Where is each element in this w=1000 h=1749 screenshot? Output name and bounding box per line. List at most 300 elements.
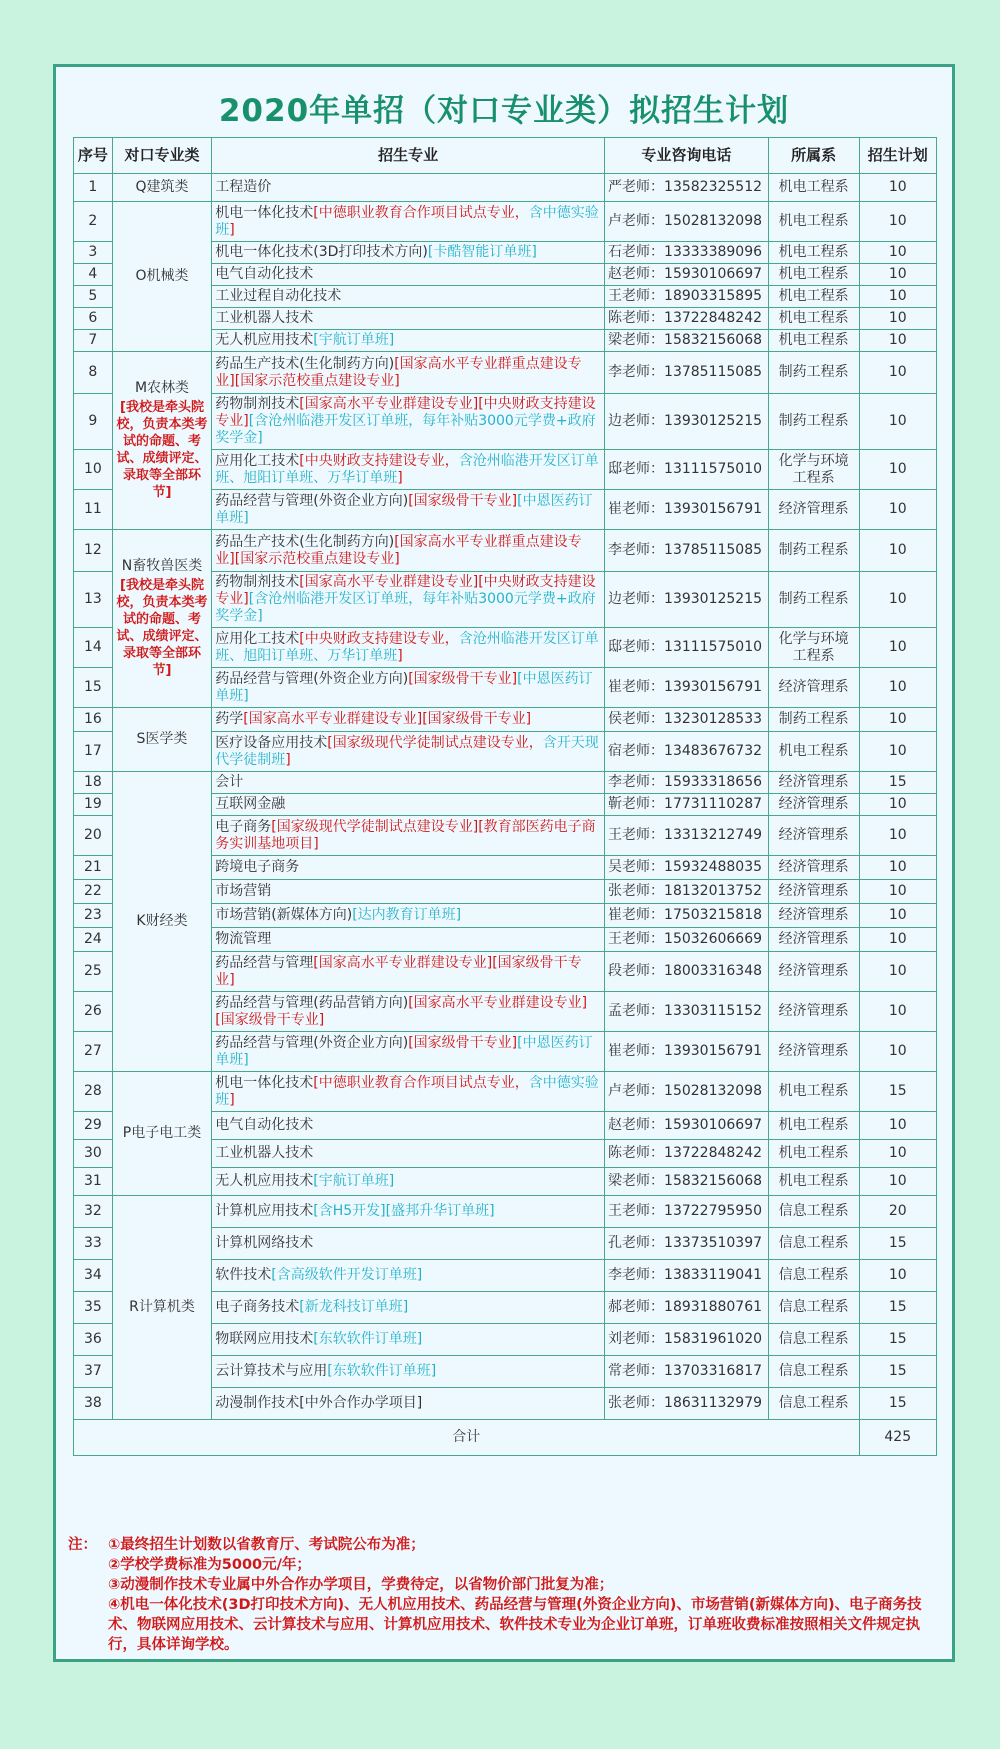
- row-number: 9: [74, 394, 113, 450]
- category-name: N畜牧兽医类: [121, 558, 203, 574]
- table-row: [74, 202, 937, 242]
- department-cell: 信息工程系: [768, 1356, 859, 1388]
- major-cell: [212, 992, 605, 1032]
- row-number: 5: [74, 286, 113, 308]
- phone-cell: 王老师：15032606669: [605, 928, 769, 952]
- major-text-segment: 应用化工技术: [215, 630, 300, 647]
- category-cell: [112, 772, 212, 1072]
- department-cell: 信息工程系: [768, 1196, 859, 1228]
- department-cell: 机电工程系: [768, 286, 859, 308]
- major-text-segment: 药品生产技术(生化制药方向): [215, 533, 395, 550]
- major-cell: [212, 668, 605, 708]
- major-text-segment: [国家高水平专业群建设专业][国家级骨干专业]: [243, 711, 532, 727]
- major-cell: [212, 1032, 605, 1072]
- major-cell: [212, 732, 605, 772]
- phone-cell: 靳老师：17731110287: [605, 794, 769, 816]
- department-cell: 机电工程系: [768, 732, 859, 772]
- plan-cell: 10: [859, 732, 937, 772]
- total-value: 425: [859, 1420, 937, 1456]
- major-text-segment: [达内教育订单班]: [352, 907, 462, 923]
- department-cell: 机电工程系: [768, 202, 859, 242]
- major-text-segment: [含沧州临港开发区订单班，每年补贴3000元学费+政府奖学金]: [215, 413, 596, 446]
- major-cell: [212, 242, 605, 264]
- phone-cell: 边老师：13930125215: [605, 394, 769, 450]
- phone-cell: 李老师：15933318656: [605, 772, 769, 794]
- plan-cell: 10: [859, 628, 937, 668]
- plan-cell: 10: [859, 450, 937, 490]
- phone-cell: 张老师：18631132979: [605, 1388, 769, 1420]
- phone-cell: 梁老师：15832156068: [605, 330, 769, 352]
- major-text-segment: [宇航订单班]: [313, 1173, 395, 1189]
- row-number: 7: [74, 330, 113, 352]
- department-cell: 经济管理系: [768, 1032, 859, 1072]
- table-row: [74, 530, 937, 572]
- major-cell: [212, 1196, 605, 1228]
- major-text-segment: [含H5开发][盛邦升华订单班]: [313, 1203, 495, 1219]
- major-text-segment: 互联网金融: [215, 796, 286, 812]
- major-text-segment: [国家高水平专业群建设专业][中央财政支持建设专业]: [215, 396, 596, 429]
- major-text-segment: [国家高水平专业群建设专业][国家级骨干专业]: [215, 954, 582, 988]
- row-number: 17: [74, 732, 113, 772]
- plan-cell: 10: [859, 352, 937, 394]
- department-cell: 信息工程系: [768, 1260, 859, 1292]
- total-row: [74, 1420, 937, 1456]
- major-text-segment: 计算机应用技术: [215, 1203, 314, 1219]
- row-number: 15: [74, 668, 113, 708]
- phone-cell: 崔老师：13930156791: [605, 490, 769, 530]
- header-no: 序号: [74, 138, 113, 174]
- phone-cell: 常老师：13703316817: [605, 1356, 769, 1388]
- major-cell: [212, 450, 605, 490]
- table-body: [74, 174, 937, 1420]
- major-text-segment: 电气自动化技术: [215, 266, 314, 282]
- department-cell: 信息工程系: [768, 1292, 859, 1324]
- department-cell: 化学与环境工程系: [768, 628, 859, 668]
- table-row: [74, 708, 937, 732]
- phone-cell: 邸老师：13111575010: [605, 450, 769, 490]
- phone-cell: 侯老师：13230128533: [605, 708, 769, 732]
- major-cell: [212, 330, 605, 352]
- major-text-segment: [中央财政支持建设专业，: [299, 452, 459, 469]
- major-text-segment: [中恩医药订单班]: [215, 1034, 593, 1068]
- major-text-segment: [中德职业教育合作项目试点专业，: [313, 204, 529, 221]
- row-number: 20: [74, 816, 113, 856]
- header-plan: 招生计划: [859, 138, 937, 174]
- plan-cell: 10: [859, 668, 937, 708]
- major-text-segment: 机电一体化技术: [215, 204, 314, 221]
- row-number: 31: [74, 1168, 113, 1196]
- plan-cell: 10: [859, 330, 937, 352]
- major-text-segment: [中恩医药订单班]: [215, 670, 593, 704]
- category-cell: [112, 202, 212, 352]
- row-number: 24: [74, 928, 113, 952]
- department-cell: 机电工程系: [768, 1112, 859, 1140]
- row-number: 12: [74, 530, 113, 572]
- phone-cell: 段老师：18003316348: [605, 952, 769, 992]
- department-cell: 制药工程系: [768, 530, 859, 572]
- row-number: 18: [74, 772, 113, 794]
- plan-cell: 10: [859, 286, 937, 308]
- plan-cell: 10: [859, 490, 937, 530]
- major-text-segment: 含中德实验班: [215, 1074, 599, 1108]
- note-item: ③动漫制作技术专业属中外合作办学项目，学费待定，以省物价部门批复为准；: [108, 1577, 614, 1593]
- table-row: [74, 352, 937, 394]
- table-row: [74, 1072, 937, 1112]
- phone-cell: 王老师：13313212749: [605, 816, 769, 856]
- major-cell: [212, 952, 605, 992]
- major-text-segment: 药品经营与管理: [215, 954, 314, 971]
- major-text-segment: 电子商务: [215, 818, 272, 835]
- header-department: 所属系: [768, 138, 859, 174]
- major-text-segment: 电气自动化技术: [215, 1117, 314, 1133]
- major-text-segment: 市场营销: [215, 883, 272, 899]
- row-number: 37: [74, 1356, 113, 1388]
- department-cell: 制药工程系: [768, 572, 859, 628]
- major-text-segment: ]: [397, 647, 403, 664]
- row-number: 3: [74, 242, 113, 264]
- row-number: 26: [74, 992, 113, 1032]
- major-cell: [212, 856, 605, 880]
- major-text-segment: 药品生产技术(生化制药方向): [215, 355, 395, 372]
- phone-cell: 陈老师：13722848242: [605, 1140, 769, 1168]
- major-cell: [212, 1356, 605, 1388]
- total-label: 合计: [74, 1420, 860, 1456]
- major-text-segment: [东软软件订单班]: [313, 1331, 423, 1347]
- plan-card: [53, 64, 955, 1662]
- row-number: 36: [74, 1324, 113, 1356]
- plan-cell: 20: [859, 1196, 937, 1228]
- major-text-segment: [国家级骨干专业]: [408, 1034, 518, 1051]
- department-cell: 机电工程系: [768, 308, 859, 330]
- major-text-segment: 跨境电子商务: [215, 859, 300, 875]
- department-cell: 机电工程系: [768, 242, 859, 264]
- plan-cell: 15: [859, 1228, 937, 1260]
- major-text-segment: [卡酷智能订单班]: [427, 244, 537, 260]
- major-text-segment: 医疗设备应用技术: [215, 734, 328, 751]
- table-row: [74, 174, 937, 202]
- department-cell: 信息工程系: [768, 1324, 859, 1356]
- category-cell: [112, 708, 212, 772]
- phone-cell: 李老师：13785115085: [605, 530, 769, 572]
- phone-cell: 边老师：13930125215: [605, 572, 769, 628]
- category-cell: [112, 530, 212, 708]
- plan-cell: 15: [859, 1388, 937, 1420]
- major-cell: [212, 1112, 605, 1140]
- major-cell: [212, 708, 605, 732]
- category-cell: [112, 1196, 212, 1420]
- phone-cell: 郝老师：18931880761: [605, 1292, 769, 1324]
- major-text-segment: [国家高水平专业群建设专业][国家级骨干专业]: [215, 994, 588, 1028]
- plan-cell: 10: [859, 394, 937, 450]
- major-text-segment: [国家级现代学徒制试点建设专业][教育部医药电子商务实训基地项目]: [215, 818, 596, 852]
- major-text-segment: 含中德实验班: [215, 204, 599, 238]
- phone-cell: 张老师：18132013752: [605, 880, 769, 904]
- major-cell: [212, 490, 605, 530]
- category-cell: [112, 1072, 212, 1196]
- major-text-segment: [中德职业教育合作项目试点专业，: [313, 1074, 529, 1091]
- plan-cell: 15: [859, 1324, 937, 1356]
- table-row: [74, 772, 937, 794]
- plan-cell: 15: [859, 1356, 937, 1388]
- major-text-segment: [中外合作办学项目]: [299, 1395, 423, 1411]
- major-text-segment: 药物制剂技术: [215, 574, 300, 590]
- major-cell: [212, 308, 605, 330]
- row-number: 27: [74, 1032, 113, 1072]
- major-cell: [212, 286, 605, 308]
- category-name: R计算机类: [129, 1299, 195, 1315]
- department-cell: 经济管理系: [768, 816, 859, 856]
- row-number: 32: [74, 1196, 113, 1228]
- phone-cell: 卢老师：15028132098: [605, 202, 769, 242]
- row-number: 21: [74, 856, 113, 880]
- row-number: 14: [74, 628, 113, 668]
- major-cell: [212, 1388, 605, 1420]
- major-cell: [212, 1168, 605, 1196]
- note-item: ④机电一体化技术(3D打印技术方向)、无人机应用技术、药品经营与管理(外资企业方向)、市场营销(新媒体方向)、电子商务技术、物联网应用技术、云计算技术与应用、计算机应用技术、软件技术专业为企业订单班，订单班收费标准按照相关文件规定执行，具体详询学校。: [108, 1597, 922, 1653]
- department-cell: 经济管理系: [768, 928, 859, 952]
- phone-cell: 赵老师：15930106697: [605, 1112, 769, 1140]
- department-cell: 制药工程系: [768, 394, 859, 450]
- major-text-segment: [国家级骨干专业]: [408, 492, 518, 509]
- major-text-segment: ]: [285, 751, 291, 768]
- major-text-segment: ]: [229, 1091, 235, 1108]
- major-text-segment: [含沧州临港开发区订单班，每年补贴3000元学费+政府奖学金]: [215, 591, 596, 624]
- department-cell: 经济管理系: [768, 952, 859, 992]
- plan-cell: 10: [859, 1112, 937, 1140]
- category-note: [我校是牵头院校，负责本类考试的命题、考试、成绩评定、录取等全部环节]: [116, 578, 208, 678]
- major-cell: [212, 628, 605, 668]
- major-text-segment: 机电一体化技术: [215, 1074, 314, 1091]
- row-number: 1: [74, 174, 113, 202]
- department-cell: 机电工程系: [768, 1140, 859, 1168]
- department-cell: 制药工程系: [768, 352, 859, 394]
- phone-cell: 孟老师：13303115152: [605, 992, 769, 1032]
- department-cell: 制药工程系: [768, 708, 859, 732]
- major-text-segment: ]: [229, 221, 235, 238]
- table-header-row: [74, 138, 937, 174]
- phone-cell: 崔老师：13930156791: [605, 668, 769, 708]
- row-number: 8: [74, 352, 113, 394]
- major-text-segment: 药学: [215, 711, 244, 727]
- category-name: O机械类: [135, 268, 189, 284]
- category-name: M农林类: [134, 380, 190, 396]
- department-cell: 经济管理系: [768, 490, 859, 530]
- major-text-segment: [东软软件订单班]: [327, 1363, 437, 1379]
- department-cell: 机电工程系: [768, 1168, 859, 1196]
- plan-cell: 10: [859, 856, 937, 880]
- phone-cell: 卢老师：15028132098: [605, 1072, 769, 1112]
- category-name: K财经类: [136, 913, 188, 929]
- phone-cell: 严老师：13582325512: [605, 174, 769, 202]
- plan-cell: 10: [859, 1168, 937, 1196]
- row-number: 30: [74, 1140, 113, 1168]
- department-cell: 经济管理系: [768, 794, 859, 816]
- table-row: [74, 1196, 937, 1228]
- major-text-segment: [国家高水平专业群重点建设专业][国家示范校重点建设专业]: [215, 355, 582, 389]
- major-text-segment: 药品经营与管理(外资企业方向): [215, 670, 409, 687]
- row-number: 10: [74, 450, 113, 490]
- row-number: 22: [74, 880, 113, 904]
- major-text-segment: 药品经营与管理(外资企业方向): [215, 492, 409, 509]
- major-text-segment: [宇航订单班]: [313, 332, 395, 348]
- major-cell: [212, 904, 605, 928]
- major-text-segment: 云计算技术与应用: [215, 1363, 328, 1379]
- department-cell: 经济管理系: [768, 904, 859, 928]
- phone-cell: 赵老师：15930106697: [605, 264, 769, 286]
- plan-cell: 10: [859, 264, 937, 286]
- phone-cell: 孔老师：13373510397: [605, 1228, 769, 1260]
- phone-cell: 邸老师：13111575010: [605, 628, 769, 668]
- plan-cell: 10: [859, 1032, 937, 1072]
- row-number: 38: [74, 1388, 113, 1420]
- major-text-segment: 计算机网络技术: [215, 1235, 314, 1251]
- major-text-segment: 机电一体化技术(3D打印技术方向): [215, 244, 428, 260]
- major-cell: [212, 572, 605, 628]
- phone-cell: 吴老师：15932488035: [605, 856, 769, 880]
- plan-cell: 10: [859, 708, 937, 732]
- row-number: 19: [74, 794, 113, 816]
- plan-cell: 10: [859, 880, 937, 904]
- major-cell: [212, 1292, 605, 1324]
- major-cell: [212, 1324, 605, 1356]
- major-cell: [212, 394, 605, 450]
- major-text-segment: [含高级软件开发订单班]: [271, 1267, 423, 1283]
- category-name: S医学类: [136, 731, 188, 747]
- plan-cell: 10: [859, 572, 937, 628]
- notes-label: 注：: [68, 1537, 97, 1553]
- phone-cell: 崔老师：17503215818: [605, 904, 769, 928]
- major-cell: [212, 1260, 605, 1292]
- plan-cell: 10: [859, 928, 937, 952]
- major-cell: [212, 1228, 605, 1260]
- plan-cell: 10: [859, 904, 937, 928]
- major-text-segment: 工业过程自动化技术: [215, 288, 342, 304]
- major-cell: [212, 928, 605, 952]
- major-cell: [212, 880, 605, 904]
- major-text-segment: 动漫制作技术: [215, 1395, 300, 1411]
- major-text-segment: [中央财政支持建设专业，: [299, 630, 459, 647]
- row-number: 11: [74, 490, 113, 530]
- major-text-segment: 物流管理: [215, 931, 272, 947]
- plan-cell: 10: [859, 308, 937, 330]
- phone-cell: 刘老师：15831961020: [605, 1324, 769, 1356]
- department-cell: 机电工程系: [768, 174, 859, 202]
- major-text-segment: 工程造价: [215, 179, 272, 195]
- department-cell: 信息工程系: [768, 1388, 859, 1420]
- major-text-segment: [国家级骨干专业]: [408, 670, 518, 687]
- major-cell: [212, 816, 605, 856]
- department-cell: 机电工程系: [768, 330, 859, 352]
- major-text-segment: 电子商务技术: [215, 1299, 300, 1315]
- phone-cell: 梁老师：15832156068: [605, 1168, 769, 1196]
- phone-cell: 李老师：13833119041: [605, 1260, 769, 1292]
- notes: [68, 1535, 948, 1655]
- category-name: P电子电工类: [122, 1125, 202, 1141]
- plan-cell: 10: [859, 1260, 937, 1292]
- plan-cell: 10: [859, 952, 937, 992]
- plan-cell: 10: [859, 530, 937, 572]
- row-number: 4: [74, 264, 113, 286]
- category-note: [我校是牵头院校，负责本类考试的命题、考试、成绩评定、录取等全部环节]: [116, 400, 208, 500]
- plan-cell: 10: [859, 992, 937, 1032]
- plan-cell: 15: [859, 772, 937, 794]
- department-cell: 化学与环境工程系: [768, 450, 859, 490]
- department-cell: 经济管理系: [768, 992, 859, 1032]
- plan-cell: 15: [859, 1292, 937, 1324]
- major-text-segment: 应用化工技术: [215, 452, 300, 469]
- header-major: 招生专业: [212, 138, 605, 174]
- major-text-segment: [中恩医药订单班]: [215, 492, 593, 526]
- row-number: 34: [74, 1260, 113, 1292]
- phone-cell: 李老师：13785115085: [605, 352, 769, 394]
- major-cell: [212, 530, 605, 572]
- major-cell: [212, 772, 605, 794]
- header-phone: 专业咨询电话: [605, 138, 769, 174]
- major-cell: [212, 1140, 605, 1168]
- department-cell: 经济管理系: [768, 856, 859, 880]
- category-name: Q建筑类: [135, 179, 189, 195]
- major-text-segment: 含沧州临港开发区订单班、旭阳订单班、万华订单班: [215, 452, 599, 486]
- major-text-segment: 物联网应用技术: [215, 1331, 314, 1347]
- major-text-segment: [新龙科技订单班]: [299, 1299, 409, 1315]
- major-text-segment: [国家高水平专业群重点建设专业][国家示范校重点建设专业]: [215, 533, 582, 567]
- row-number: 13: [74, 572, 113, 628]
- major-text-segment: 软件技术: [215, 1267, 272, 1283]
- phone-cell: 陈老师：13722848242: [605, 308, 769, 330]
- department-cell: 信息工程系: [768, 1228, 859, 1260]
- department-cell: 经济管理系: [768, 668, 859, 708]
- note-item: ①最终招生计划数以省教育厅、考试院公布为准；: [108, 1537, 425, 1553]
- major-text-segment: [国家高水平专业群建设专业][中央财政支持建设专业]: [215, 574, 596, 607]
- phone-cell: 石老师：13333389096: [605, 242, 769, 264]
- department-cell: 经济管理系: [768, 880, 859, 904]
- phone-cell: 宿老师：13483676732: [605, 732, 769, 772]
- row-number: 23: [74, 904, 113, 928]
- row-number: 28: [74, 1072, 113, 1112]
- major-cell: [212, 264, 605, 286]
- major-text-segment: [国家级现代学徒制试点建设专业，: [327, 734, 543, 751]
- plan-cell: 10: [859, 174, 937, 202]
- department-cell: 机电工程系: [768, 264, 859, 286]
- row-number: 29: [74, 1112, 113, 1140]
- major-cell: [212, 794, 605, 816]
- row-number: 6: [74, 308, 113, 330]
- major-text-segment: ]: [397, 469, 403, 486]
- row-number: 16: [74, 708, 113, 732]
- row-number: 33: [74, 1228, 113, 1260]
- plan-cell: 10: [859, 1140, 937, 1168]
- phone-cell: 王老师：13722795950: [605, 1196, 769, 1228]
- major-text-segment: 药品经营与管理(外资企业方向): [215, 1034, 409, 1051]
- major-cell: [212, 174, 605, 202]
- major-text-segment: 工业机器人技术: [215, 310, 314, 326]
- department-cell: 经济管理系: [768, 772, 859, 794]
- major-text-segment: 药品经营与管理(药品营销方向): [215, 994, 409, 1011]
- major-text-segment: 无人机应用技术: [215, 332, 314, 348]
- phone-cell: 王老师：18903315895: [605, 286, 769, 308]
- header-category: 对口专业类: [112, 138, 212, 174]
- row-number: 2: [74, 202, 113, 242]
- plan-cell: 10: [859, 794, 937, 816]
- major-cell: [212, 1072, 605, 1112]
- major-text-segment: 含开天现代学徒制班: [215, 734, 599, 768]
- enrollment-plan-table: [73, 137, 937, 1456]
- plan-cell: 10: [859, 816, 937, 856]
- row-number: 35: [74, 1292, 113, 1324]
- major-text-segment: 药物制剂技术: [215, 396, 300, 412]
- category-cell: [112, 352, 212, 530]
- major-text-segment: 含沧州临港开发区订单班、旭阳订单班、万华订单班: [215, 630, 599, 664]
